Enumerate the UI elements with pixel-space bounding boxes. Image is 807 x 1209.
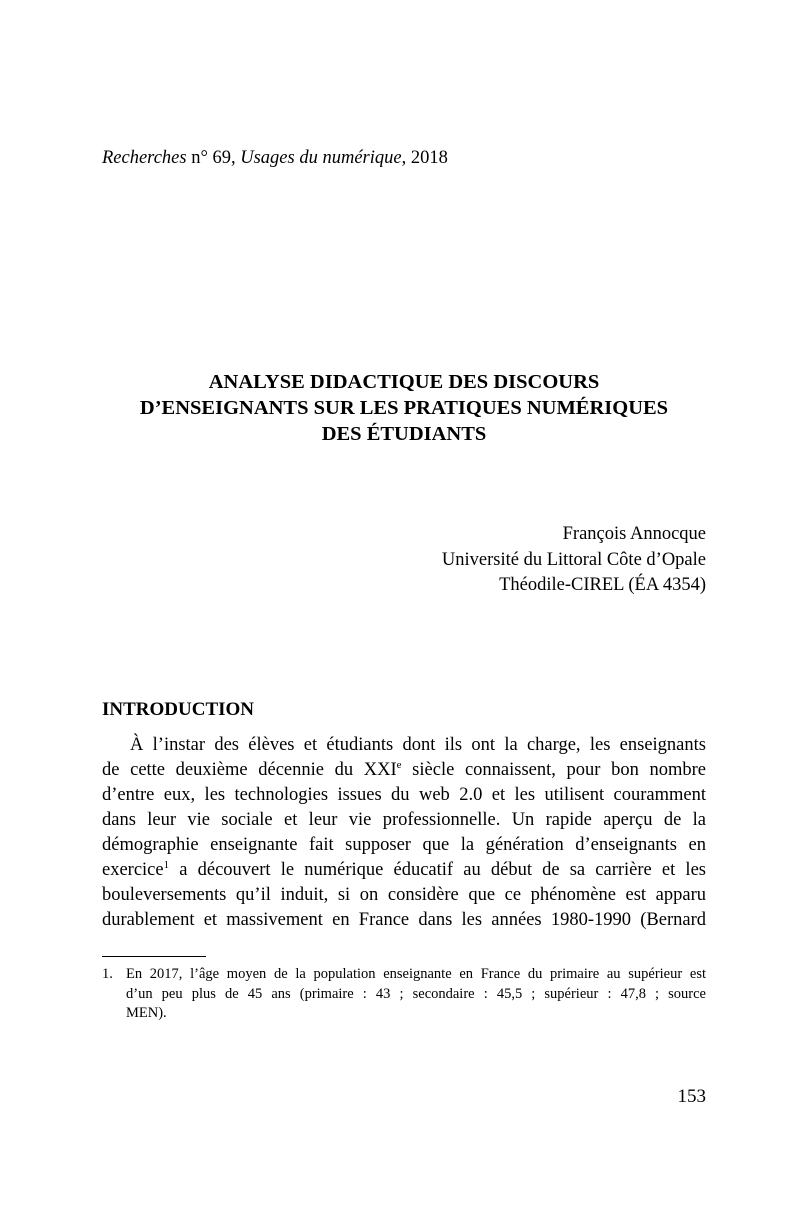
author-affiliation: Université du Littoral Côte d’Opale <box>441 549 706 570</box>
author-block <box>442 522 706 599</box>
title-line-3: DES ÉTUDIANTS <box>321 423 487 445</box>
introduction-paragraph <box>102 733 706 933</box>
title-line-2: D’ENSEIGNANTS SUR LES PRATIQUES NUMÉRIQUES <box>139 397 669 419</box>
paragraph-line: durablement et massivement en France dans les années 1980-1990 (Bernard <box>102 910 706 930</box>
paragraph-line: de cette deuxième décennie du XXIe siècle connaissent, pour bon nombre <box>102 758 706 780</box>
footnote-line: MEN). <box>126 1005 167 1021</box>
journal-year: , 2018 <box>401 148 448 168</box>
footnote-text <box>126 965 706 1024</box>
paragraph-line: d’entre eux, les technologies issues du web 2.0 et les utilisent couramment <box>102 785 706 805</box>
footnote-number: 1. <box>102 966 113 982</box>
paragraph-line: À l’instar des élèves et étudiants dont ils ont la charge, les enseignants <box>130 735 706 755</box>
article-title <box>102 369 706 447</box>
paragraph-line: dans leur vie sociale et leur vie professionnelle. Un rapide aperçu de la <box>102 810 706 830</box>
paragraph-line: exercice$^1$ a découvert le numérique éducatif au début de sa carrière et les <box>102 858 706 880</box>
footnote-separator <box>102 956 206 957</box>
journal-issue: n° 69, <box>186 148 241 168</box>
footnote-line: d’un peu plus de 45 ans (primaire : 43 ; secondaire : 45,5 ; supérieur : 47,8 ; source <box>126 985 706 1002</box>
author-lab: Théodile-CIREL (ÉA 4354) <box>499 575 706 595</box>
journal-name: Recherches <box>102 148 187 168</box>
page-number: 153 <box>677 1086 706 1107</box>
issue-title: Usages du numérique <box>240 148 402 168</box>
journal-reference <box>102 146 448 170</box>
footnote-reference[interactable]: 1 <box>163 858 170 871</box>
footnote-line: En 2017, l’âge moyen de la population enseignante en France du primaire au supérieur est <box>126 966 706 982</box>
footnote <box>102 965 706 1024</box>
century-superscript: e <box>396 758 402 771</box>
author-name: François Annocque <box>562 524 706 544</box>
paragraph-line: bouleversements qu’il induit, si on considère que ce phénomène est apparu <box>102 885 706 905</box>
title-line-1: ANALYSE DIDACTIQUE DES DISCOURS <box>208 371 600 393</box>
section-heading: INTRODUCTION <box>102 699 255 720</box>
paragraph-line: démographie enseignante fait supposer que la génération d’enseignants en <box>102 835 706 855</box>
